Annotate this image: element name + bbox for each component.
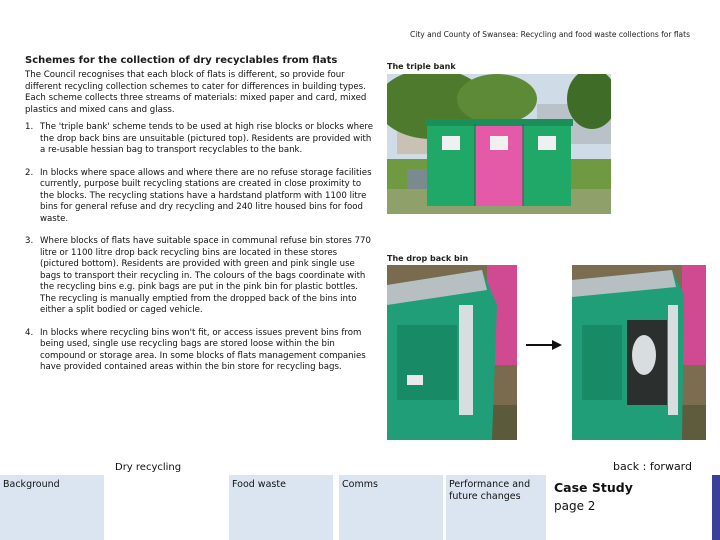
nav-comms[interactable]: Comms — [339, 475, 443, 540]
main-content — [25, 55, 375, 385]
side-stripe — [712, 475, 720, 540]
list-number: 4. — [25, 327, 34, 338]
list-number: 2. — [25, 167, 34, 178]
triple-bank-photo — [387, 74, 611, 214]
nav-food-waste[interactable]: Food waste — [229, 475, 333, 540]
list-text: Where blocks of flats have suitable space in communal refuse bin stores 770 litre or 1100 litre drop back recycling bins are located in these stores (pictured bottom). Residents are provided with green and pink single use bags to transport their recycling in. The colours of the bags coordinate with the recycling bins e.g. pink bags are put in the pink bin for plastic bottles. The recycling is manually emptied from the dropped back of the bins into either a split bodied or caged vehicle. — [40, 236, 371, 315]
list-number: 1. — [25, 122, 34, 132]
list-text: The 'triple bank' scheme tends to be used at high rise blocks or blocks where the drop back bins are unsuitable (pictured top). Residents are provided with a re-usable hessian bag to transport recyclables to the bank. — [40, 122, 373, 155]
intro-paragraph: The Council recognises that each block of flats is different, so provide four different recycling collection schemes to cater for differences in building types. Each scheme collects three streams of materials: mixed paper and card, mixed plastics and mixed cans and glass. — [25, 70, 367, 115]
page-number: page 2 — [554, 499, 596, 513]
list-number: 3. — [25, 236, 34, 246]
list-text: In blocks where recycling bins won't fit, or access issues prevent bins from being used, single use recycling bags are stored loose within the bin compound or storage area. In some blocks of flats management companies have provided contained areas within the bin store for recycling bags. — [40, 327, 366, 372]
list-item — [25, 236, 375, 317]
drop-back-bin-caption: The drop back bin — [387, 254, 469, 263]
nav-case-study[interactable] — [549, 475, 720, 540]
case-study-label: Case Study — [554, 480, 633, 495]
drop-back-bin-photo — [387, 265, 517, 440]
list-text: In blocks where space allows and where there are no refuse storage facilities currently, purpose built recycling stations are created in close proximity to the blocks. The recycling stations have a hardstand platform with 1100 litre bins for general refuse and dry recycling and 240 litre housed bins for food waste. — [40, 167, 372, 224]
document-header: City and County of Swansea: Recycling and food waste collections for flats — [410, 30, 690, 39]
drop-back-bin-open-photo — [572, 265, 706, 440]
nav-background[interactable]: Background — [0, 475, 104, 540]
list-item — [25, 328, 375, 374]
list-item — [25, 168, 375, 226]
nav-performance[interactable]: Performance and future changes — [446, 475, 546, 540]
list-item — [25, 122, 375, 157]
section-title: Schemes for the collection of dry recyclables from flats — [25, 55, 338, 66]
footer-nav — [0, 475, 720, 540]
arrow-right-icon — [524, 338, 564, 352]
triple-bank-caption: The triple bank — [387, 62, 456, 71]
section-label: Dry recycling — [115, 462, 182, 473]
back-forward-link[interactable]: back : forward — [612, 460, 692, 473]
